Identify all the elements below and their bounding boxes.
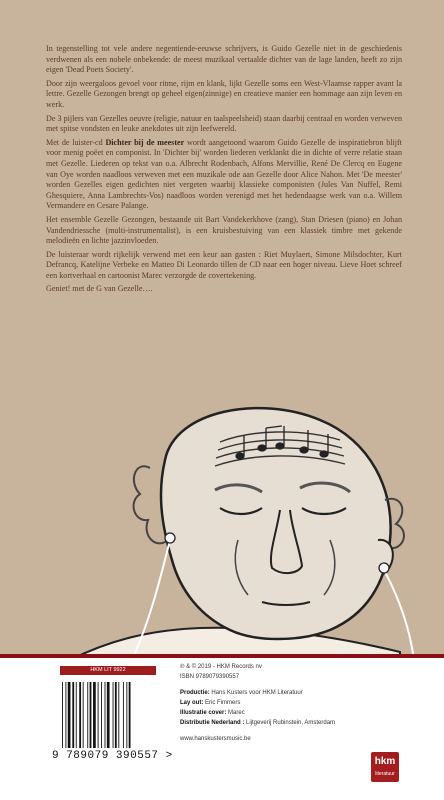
paragraph-4 bbox=[46, 138, 402, 212]
credit-layout: Lay out: Eric Fimmers bbox=[180, 700, 241, 706]
credit-illustratie: Illustratie cover: Marec bbox=[180, 710, 245, 716]
logo-sub: literatuur bbox=[375, 771, 395, 777]
isbn: ISBN 9789079390557 bbox=[180, 674, 240, 680]
paragraph-1: In tegenstelling tot vele andere negentiende-eeuwse schrijvers, is Guido Gezelle niet in de geschiedenis verdwenen als een nobele onbekende: de meest muzikaal vertaalde dichter van de lage landen, heeft zo zijn eigen 'Dead Poets Society'. bbox=[46, 44, 402, 75]
paragraph-4-start: Met de luister-cd bbox=[46, 137, 106, 147]
cover-footer bbox=[0, 654, 444, 800]
paragraph-4-rest: wordt aangetoond waarom Guido Gezelle de inspiratiebron blijft voor menig poëet en componist. In 'Dichter bij' worden liederen verklankt die in dichte of verre relatie staan met Gezelle. Liederen op tekst van o.a. Albrecht Rodenbach, Alfons Mervillie, René De Clercq en Eugene van Oye worden naadloos verweven met een muzikale ode aan Gezelle door Alice Nahon. Met 'De meester' worden Gezelles eigen gedichten niet vergeten waarbij klassieke componisten (Jules Van Nuffel, Remi Ghesquiere, Anna Lambrechts-Vos) naadloos worden verenigd met het hedendaagse werk van o.a. Willem Vermandere en Cesare Palange. bbox=[46, 137, 402, 211]
description-text bbox=[46, 44, 402, 298]
paragraph-3: De 3 pijlers van Gezelles oeuvre (religie, natuur en taalspeelsheid) staan daarbij centraal en worden verweven met spitse vondsten en leuke anekdotes uit zijn leefwereld. bbox=[46, 113, 402, 134]
copyright: ℗ & © 2019 - HKM Records nv bbox=[180, 664, 262, 670]
earphone-cable-right bbox=[384, 570, 414, 660]
cd-title: Dichter bij de meester bbox=[105, 137, 185, 147]
website-link[interactable]: www.hanskustersmusic.be bbox=[180, 736, 251, 742]
sleeping-old-man-illustration bbox=[0, 390, 444, 660]
earbud-left bbox=[165, 533, 175, 543]
paragraph-7: Geniet! met de G van Gezelle…. bbox=[46, 284, 153, 294]
credit-productie: Productie: Hans Kusters voor HKM Literatuur bbox=[180, 690, 303, 696]
paragraph-6: De luisteraar wordt rijkelijk verwend met een keur aan gasten : Riet Muylaert, Simone Milsdochter, Kurt Defrancq, Katelijne Verbeke en Matteo Di Leonardo tillen de CD naar een hoger niveau. Lieve Hoet schreef een kortverhaal en cartoonist Marec verzorgde de covertekening. bbox=[46, 249, 402, 280]
paragraph-2: Door zijn weergaloos gevoel voor ritme, rijm en klank, lijkt Gezelle soms een West-Vlaamse rapper avant la lettre. Gezelle Gezongen brengt op geheel eigen(zinnige) en creatieve manier een hommage aan zijn leven en werk. bbox=[46, 78, 402, 109]
catalog-code: HKM LIT 9922 bbox=[60, 666, 156, 675]
barcode-icon bbox=[60, 682, 156, 748]
credit-distributie: Distributie Nederland : Lijtgeverij Rubinstein, Amsterdam bbox=[180, 720, 336, 726]
barcode-number: 9 789079 390557 > bbox=[52, 750, 173, 762]
paragraph-5: Het ensemble Gezelle Gezongen, bestaande uit Bart Vandekerkhove (zang), Stan Driesen (piano) en Johan Vandendriessche (multi-instrumentalist), is een kruisbestuiving van een klassiek timbre met gekende melodieën en lichte jazzinvloeden. bbox=[46, 214, 402, 246]
logo-main: hkm bbox=[374, 756, 396, 767]
hkm-logo bbox=[371, 752, 399, 782]
earbud-right bbox=[379, 563, 389, 573]
credits bbox=[180, 662, 380, 744]
